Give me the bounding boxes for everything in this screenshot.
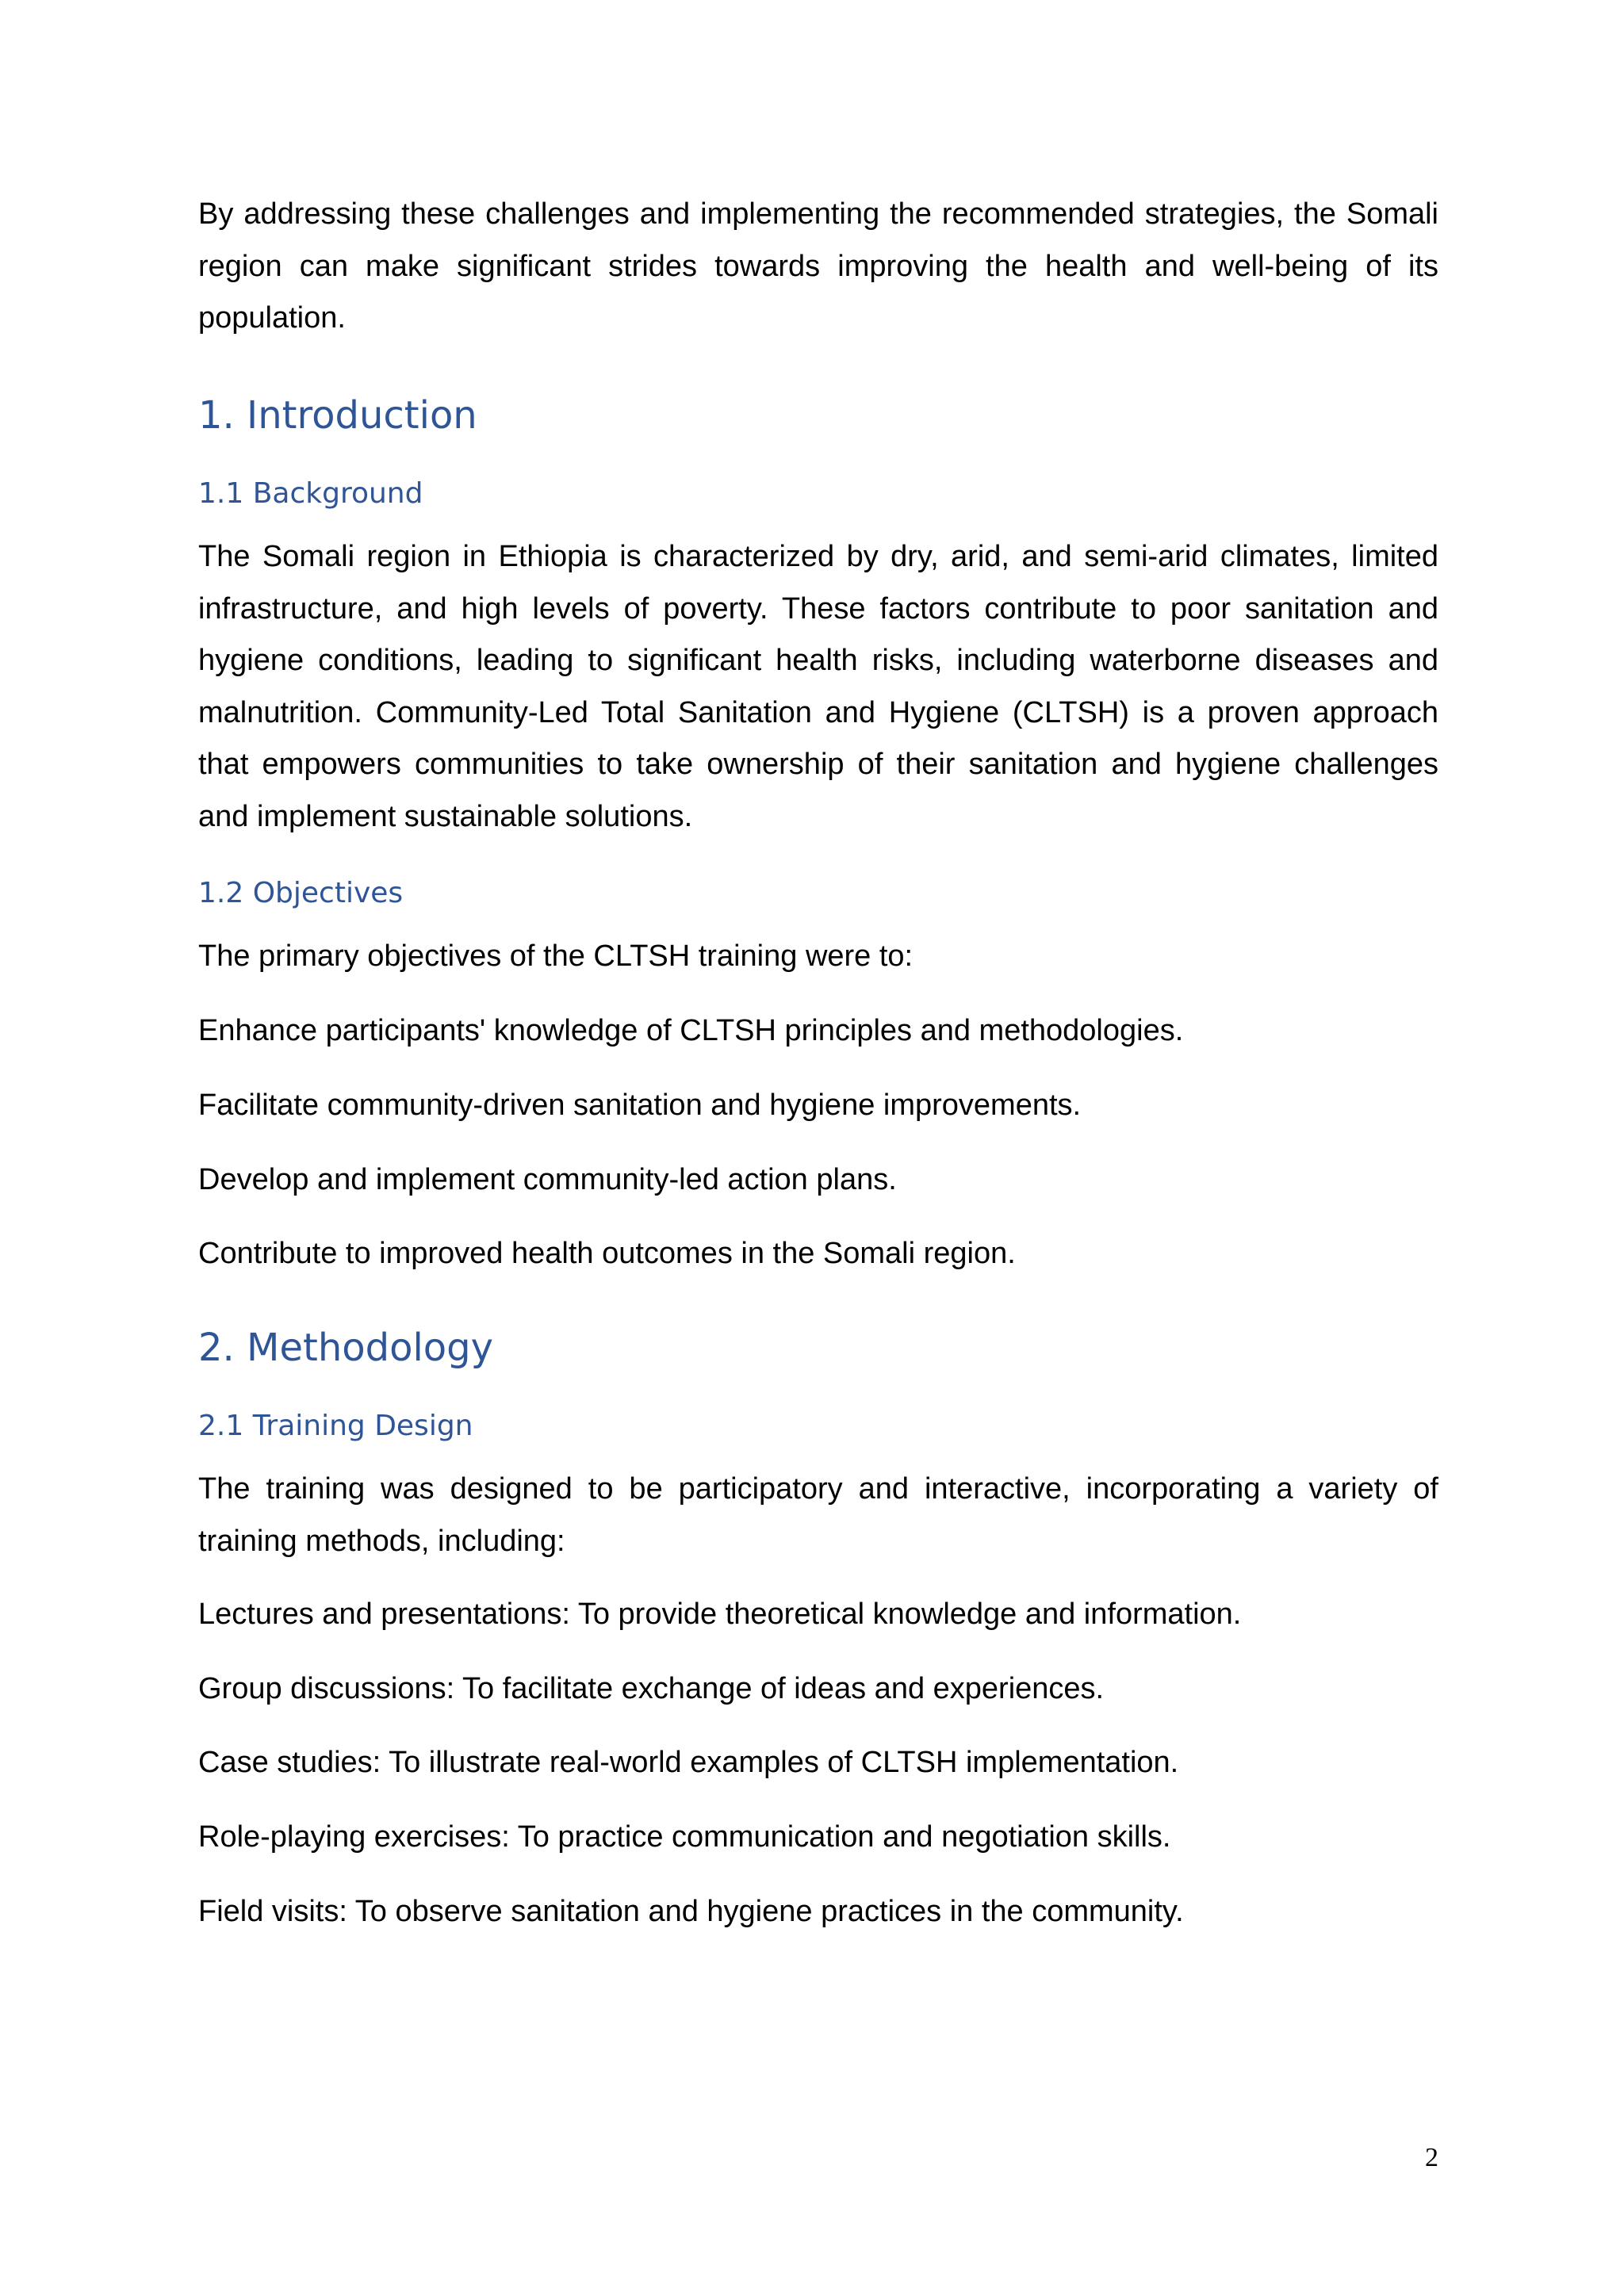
training-method-item: Case studies: To illustrate real-world examples of CLTSH implementation.	[198, 1746, 1179, 1779]
background-paragraph: The Somali region in Ethiopia is characterized by dry, arid, and semi-arid climates, limited infrastructure, and high levels of poverty. These factors contribute to poor sanitation and hygiene conditions, leading to significant health risks, including waterborne diseases and malnutrition. Community-Led Total Sanitation and Hygiene (CLTSH) is a proven approach that empowers communities to take ownership of their sanitation and hygiene challenges and implement sustainable solutions.	[198, 540, 1438, 833]
objective-item: Develop and implement community-led action plans.	[198, 1163, 897, 1196]
objective-item: Enhance participants' knowledge of CLTSH principles and methodologies.	[198, 1014, 1184, 1047]
training-method-item: Role-playing exercises: To practice communication and negotiation skills.	[198, 1820, 1171, 1854]
page-number: 2	[1425, 2143, 1438, 2172]
objectives-intro: The primary objectives of the CLTSH training were to:	[198, 939, 914, 973]
intro-paragraph: By addressing these challenges and implementing the recommended strategies, the Somali region can make significant strides towards improving the health and well-being of its population.	[198, 197, 1438, 335]
training-method-item: Group discussions: To facilitate exchange of ideas and experiences.	[198, 1672, 1105, 1705]
objective-item: Contribute to improved health outcomes in the Somali region.	[198, 1237, 1016, 1270]
objective-item: Facilitate community-driven sanitation and hygiene improvements.	[198, 1089, 1082, 1122]
subsection-heading-background: 1.1 Background	[198, 477, 423, 510]
subsection-heading-objectives: 1.2 Objectives	[198, 877, 404, 909]
training-method-item: Lectures and presentations: To provide theoretical knowledge and information.	[198, 1598, 1242, 1631]
section-heading-methodology: 2. Methodology	[198, 1326, 494, 1370]
training-design-intro: The training was designed to be participatory and interactive, incorporating a variety of training methods, including:	[198, 1472, 1438, 1558]
section-heading-introduction: 1. Introduction	[198, 393, 477, 438]
subsection-heading-training-design: 2.1 Training Design	[198, 1410, 473, 1442]
training-method-item: Field visits: To observe sanitation and hygiene practices in the community.	[198, 1895, 1184, 1928]
